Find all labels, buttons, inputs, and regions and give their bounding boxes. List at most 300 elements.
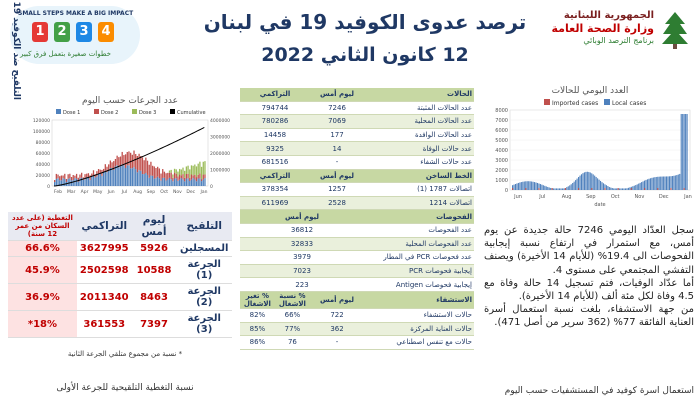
- x-tick: Jan: [200, 190, 208, 195]
- imported-bar: [670, 188, 671, 190]
- bar: [57, 178, 58, 186]
- bar: [105, 171, 106, 186]
- x-tick: Jul: [121, 190, 128, 195]
- bar: [184, 171, 185, 178]
- bar: [108, 171, 109, 186]
- vac-pct: 18%*: [8, 311, 77, 338]
- bar: [64, 174, 65, 179]
- bar: [66, 179, 67, 182]
- bar: [169, 173, 170, 178]
- bar: [607, 186, 608, 190]
- y-tick: 5000: [495, 138, 508, 144]
- legend-swatch: [94, 109, 99, 114]
- bar: [164, 178, 165, 186]
- bar: [653, 177, 654, 190]
- y-tick-right: 2000000: [210, 152, 231, 157]
- bar: [666, 176, 667, 190]
- y-tick-right: 0: [210, 185, 213, 190]
- bar: [125, 154, 126, 168]
- imported-bar: [525, 188, 526, 190]
- bar: [575, 180, 576, 190]
- bar: [86, 174, 87, 177]
- bar: [675, 175, 676, 190]
- bar: [78, 182, 79, 186]
- row-label: عدد الحالات الوافدة: [364, 128, 474, 142]
- imported-bar: [604, 188, 605, 190]
- bar: [182, 174, 183, 179]
- bar: [553, 188, 554, 190]
- bar: [71, 177, 72, 180]
- bar: [125, 168, 126, 186]
- bar: [172, 174, 173, 177]
- daily-cases-chart: [484, 86, 696, 216]
- vac-pct: 36.9%: [8, 284, 77, 311]
- bar: [144, 160, 145, 174]
- row-rate: 86%: [240, 336, 275, 350]
- vac-yesterday: 5926: [132, 241, 177, 257]
- legend-swatch: [132, 109, 137, 114]
- row-cum: 14458: [240, 128, 310, 142]
- cases-header-today: ليوم أمس: [310, 88, 364, 101]
- bar: [667, 176, 668, 190]
- bar: [593, 174, 594, 190]
- y-tick-left: 100000: [32, 130, 50, 135]
- bar: [673, 176, 674, 190]
- bar: [203, 180, 204, 186]
- table-row: [8, 311, 232, 338]
- bar: [527, 181, 528, 190]
- table-row: [240, 308, 474, 322]
- bar: [619, 188, 620, 190]
- vac-pct: 45.9%: [8, 257, 77, 284]
- bar: [534, 182, 535, 190]
- bar: [135, 154, 136, 169]
- vac-header-cum: التراكمي: [77, 212, 132, 241]
- bar: [140, 156, 141, 171]
- table-row: [240, 264, 474, 278]
- vaccination-doses-svg: [28, 106, 232, 204]
- bar: [643, 181, 644, 190]
- y-tick: 8000: [495, 108, 508, 114]
- x-tick: Dec: [186, 190, 196, 195]
- bar: [179, 169, 180, 174]
- y-tick-left: 80000: [35, 141, 50, 146]
- bar: [181, 175, 182, 178]
- bar: [174, 169, 175, 173]
- row-label: حالات العناية المركزة: [364, 322, 474, 336]
- bar: [142, 174, 143, 186]
- row-occ: 76: [275, 336, 310, 350]
- bar: [651, 178, 652, 190]
- x-tick: Dec: [658, 194, 669, 200]
- bar: [632, 186, 633, 190]
- vac-type: الجرعة (3): [176, 311, 232, 338]
- imported-bar: [684, 188, 685, 190]
- bar: [596, 177, 597, 190]
- vaccination-doses-title: عدد الجرعات حسب اليوم: [82, 96, 178, 106]
- bar: [76, 179, 77, 186]
- bar: [584, 172, 585, 190]
- ministry-line-3: برنامج الترصد الوبائي: [583, 36, 654, 45]
- row-cum: 794744: [240, 101, 310, 115]
- stats-table: [240, 88, 474, 350]
- bar: [115, 159, 116, 166]
- bar: [162, 169, 163, 178]
- vac-cum: 2011340: [77, 284, 132, 311]
- bar: [167, 179, 168, 186]
- row-cum: 611969: [240, 196, 310, 210]
- bar: [105, 164, 106, 171]
- bar: [122, 164, 123, 186]
- vac-cum: 3627995: [77, 241, 132, 257]
- bar: [71, 180, 72, 186]
- tests-header: الفحوصات: [364, 210, 474, 224]
- bar: [540, 184, 541, 190]
- table-row: [8, 284, 232, 311]
- daily-cases-title: العدد اليومي للحالات: [551, 86, 629, 96]
- bar: [132, 168, 133, 186]
- y-tick-left: 20000: [35, 174, 50, 179]
- bar: [622, 188, 623, 190]
- table-row: [240, 223, 474, 237]
- legend-local: Local cases: [612, 100, 647, 107]
- bar: [138, 170, 139, 186]
- x-tick: Jan: [684, 194, 692, 200]
- bar: [522, 182, 523, 190]
- ministry-line-1: الجمهورية اللبنانية: [563, 10, 654, 21]
- row-label: عدد الفحوصات: [364, 223, 474, 237]
- bar: [663, 177, 664, 190]
- imported-bar: [578, 188, 579, 190]
- y-tick: 1000: [495, 178, 508, 184]
- row-label: اتصالات 1787 (1): [364, 183, 474, 197]
- y-tick: 6000: [495, 128, 508, 134]
- bar: [135, 169, 136, 186]
- table-row: [240, 155, 474, 169]
- x-tick: Apr: [80, 190, 89, 195]
- table-row: [240, 278, 474, 292]
- y-tick-right: 4000000: [210, 119, 231, 124]
- bar: [678, 175, 679, 190]
- bar: [103, 172, 104, 186]
- vac-type: الجرعة (1): [176, 257, 232, 284]
- bar: [204, 174, 205, 178]
- x-tick: Oct: [160, 190, 169, 195]
- bar: [549, 187, 550, 190]
- step-1: 1: [32, 22, 48, 42]
- bar: [89, 175, 90, 180]
- bar: [189, 169, 190, 178]
- summary-text: [484, 224, 694, 330]
- vaccination-note: * نسبة من مجموع متلقي الجرعة الثانية: [67, 350, 183, 358]
- y-tick: 4000: [495, 148, 508, 154]
- bar: [516, 183, 517, 190]
- bar: [676, 175, 677, 190]
- cedar-icon: [660, 10, 690, 50]
- bar: [91, 177, 92, 186]
- bar: [145, 158, 146, 173]
- hotline-header-today: ليوم أمس: [310, 169, 364, 183]
- daily-cases-svg: [484, 96, 696, 212]
- bar: [115, 166, 116, 186]
- bar: [69, 178, 70, 186]
- bar: [130, 153, 131, 169]
- y-tick: 3000: [495, 158, 508, 164]
- bar: [98, 174, 99, 186]
- bar: [541, 185, 542, 190]
- tests-header-row: [240, 210, 474, 224]
- legend-label: Cumulative: [177, 110, 206, 116]
- bar: [133, 151, 134, 168]
- cases-header-row: [240, 88, 474, 101]
- bar: [118, 167, 119, 186]
- bar: [199, 173, 200, 178]
- bar: [64, 179, 65, 186]
- bar: [169, 170, 170, 172]
- bar: [120, 157, 121, 167]
- bar: [199, 178, 200, 186]
- bar: [88, 178, 89, 186]
- bar: [98, 169, 99, 174]
- bar: [177, 181, 178, 186]
- hosp-header: الاستشفاء: [364, 291, 474, 308]
- bar: [555, 188, 556, 190]
- table-row: [240, 128, 474, 142]
- row-today: 223: [240, 278, 364, 292]
- bar: [181, 169, 182, 175]
- bar: [524, 181, 525, 190]
- bar: [184, 181, 185, 186]
- x-tick: Aug: [133, 190, 143, 195]
- bar: [513, 185, 514, 190]
- row-today: 32833: [240, 237, 364, 251]
- bar: [177, 176, 178, 180]
- bar: [189, 178, 190, 181]
- bar: [113, 170, 114, 186]
- row-label: حالات الاستشفاء: [364, 308, 474, 322]
- row-today: -: [310, 336, 364, 350]
- bar: [582, 173, 583, 190]
- bar: [61, 175, 62, 180]
- bar: [150, 162, 151, 176]
- bar: [629, 187, 630, 190]
- hotline-header: الخط الساخن: [364, 169, 474, 183]
- bar: [519, 182, 520, 190]
- bar: [93, 170, 94, 175]
- bar: [600, 181, 601, 190]
- bar: [149, 165, 150, 178]
- bar: [628, 188, 629, 190]
- bar: [191, 180, 192, 186]
- bar: [160, 181, 161, 186]
- row-today: 7069: [310, 115, 364, 129]
- ministry-logo: [540, 8, 690, 58]
- row-today: 7023: [240, 264, 364, 278]
- bar: [137, 172, 138, 186]
- step-3: 3: [76, 22, 92, 42]
- bar: [176, 169, 177, 173]
- bar: [164, 172, 165, 178]
- bar: [616, 188, 617, 190]
- row-today: -: [310, 155, 364, 169]
- bar: [59, 176, 60, 180]
- bar: [560, 188, 561, 190]
- bar: [198, 164, 199, 175]
- row-today: 3979: [240, 251, 364, 265]
- bar: [165, 181, 166, 186]
- bar: [84, 179, 85, 186]
- bar: [130, 168, 131, 186]
- bar: [192, 178, 193, 186]
- legend-label: Dose 3: [139, 110, 157, 116]
- bar: [568, 186, 569, 190]
- bar: [684, 114, 685, 190]
- bar: [179, 174, 180, 179]
- bar: [159, 178, 160, 186]
- row-label: عدد حالات الوفاة: [364, 142, 474, 156]
- bar: [656, 177, 657, 190]
- hotline-header-row: [240, 169, 474, 183]
- bar: [171, 170, 172, 173]
- table-row: [240, 142, 474, 156]
- legend-swatch-local: [604, 99, 610, 105]
- bar: [142, 157, 143, 174]
- row-label: إيجابية فحوصات Antigen: [364, 278, 474, 292]
- bar: [152, 176, 153, 186]
- y-tick-right: 1000000: [210, 168, 231, 174]
- table-row: [240, 251, 474, 265]
- cases-header: الحالات: [364, 88, 474, 101]
- bar: [73, 180, 74, 186]
- summary-p1: سجل العدّاد اليومي 7246 حالة جديدة عن يوم أمس، مع استمرار في ارتفاع نسبة إيجابية الفحوصات الى 19.4% (للأيام 14 الأخيرة) ويصنف التفشي المجتمعي على مستوى 4.: [484, 225, 695, 276]
- bar: [101, 176, 102, 186]
- bar: [106, 172, 107, 186]
- row-label: عدد حالات الشفاء: [364, 155, 474, 169]
- bar: [533, 182, 534, 190]
- row-rate: 82%: [240, 308, 275, 322]
- bar: [116, 156, 117, 166]
- legend-swatch-imported: [544, 99, 550, 105]
- bar: [196, 181, 197, 186]
- bar: [599, 180, 600, 190]
- bar: [194, 165, 195, 175]
- bar: [171, 179, 172, 186]
- hosp-header-occ: % نسبة الاشغال: [275, 291, 310, 308]
- row-cum: 780286: [240, 115, 310, 129]
- bar: [606, 185, 607, 190]
- bar: [585, 172, 586, 190]
- bar: [623, 188, 624, 190]
- vaccination-table: [8, 212, 232, 338]
- x-tick: Oct: [610, 194, 620, 200]
- row-occ: 77%: [275, 322, 310, 336]
- y-tick-left: 40000: [35, 163, 50, 168]
- bar: [147, 175, 148, 186]
- bar: [672, 176, 673, 190]
- bar: [56, 174, 57, 179]
- bar: [187, 166, 188, 174]
- vac-yesterday: 10588: [132, 257, 177, 284]
- bar: [174, 173, 175, 179]
- bar: [528, 181, 529, 190]
- bar: [140, 171, 141, 186]
- bar: [681, 114, 682, 190]
- campaign-english: SMALL STEPS MAKE A BIG IMPACT: [18, 10, 134, 17]
- bar: [176, 178, 177, 186]
- bar: [186, 174, 187, 179]
- table-row: [240, 183, 474, 197]
- bar: [147, 161, 148, 175]
- bar: [613, 188, 614, 190]
- vac-header-type: التلقيح: [176, 212, 232, 241]
- table-row: [240, 196, 474, 210]
- row-today: 14: [310, 142, 364, 156]
- bar: [581, 174, 582, 190]
- bar: [154, 179, 155, 186]
- bar: [189, 181, 190, 186]
- tests-header-today: ليوم أمس: [240, 210, 364, 224]
- bar: [687, 114, 688, 190]
- bar: [111, 162, 112, 168]
- x-tick: Sep: [586, 194, 596, 200]
- bar: [111, 168, 112, 186]
- legend-swatch: [56, 109, 61, 114]
- bar: [579, 176, 580, 190]
- bar: [203, 162, 204, 175]
- legend-swatch: [170, 109, 175, 114]
- x-tick: May: [93, 190, 103, 195]
- bar: [160, 174, 161, 181]
- bar: [556, 188, 557, 190]
- bar: [591, 173, 592, 190]
- vac-header-pct: التغطية (على عدد السكان من عمر 12 سنة): [8, 212, 77, 241]
- bar: [641, 182, 642, 190]
- cases-header-cum: التراكمي: [240, 88, 310, 101]
- vaccination-side-label: التلقيح ضد الكوفيد 19: [11, 1, 21, 100]
- bar: [93, 176, 94, 186]
- bar: [196, 177, 197, 181]
- row-cum: 9325: [240, 142, 310, 156]
- bar: [650, 178, 651, 190]
- bar: [171, 173, 172, 180]
- bar: [201, 167, 202, 179]
- vac-type: المسجلين: [176, 241, 232, 257]
- bar: [144, 174, 145, 186]
- hospital-beds-title: استعمال اسرة كوفيد في المستشفيات حسب اليوم: [504, 386, 694, 396]
- bar: [550, 188, 551, 190]
- bar: [123, 165, 124, 186]
- row-label: اتصالات 1214: [364, 196, 474, 210]
- coverage-title: نسبة التغطية التلقيحية للجرعة الأولى: [56, 383, 194, 393]
- bar: [204, 178, 205, 186]
- bar: [531, 181, 532, 190]
- bar: [544, 186, 545, 190]
- row-label: عدد الحالات المحلية: [364, 115, 474, 129]
- bar: [603, 183, 604, 190]
- bar: [128, 151, 129, 165]
- row-occ: 66%: [275, 308, 310, 322]
- vac-cum: 2502598: [77, 257, 132, 284]
- bar: [110, 160, 111, 167]
- bar: [89, 180, 90, 186]
- bar: [634, 186, 635, 190]
- bar: [518, 183, 519, 190]
- bar: [68, 174, 69, 179]
- bar: [665, 176, 666, 190]
- bar: [670, 176, 671, 190]
- bar: [56, 179, 57, 186]
- bar: [566, 187, 567, 190]
